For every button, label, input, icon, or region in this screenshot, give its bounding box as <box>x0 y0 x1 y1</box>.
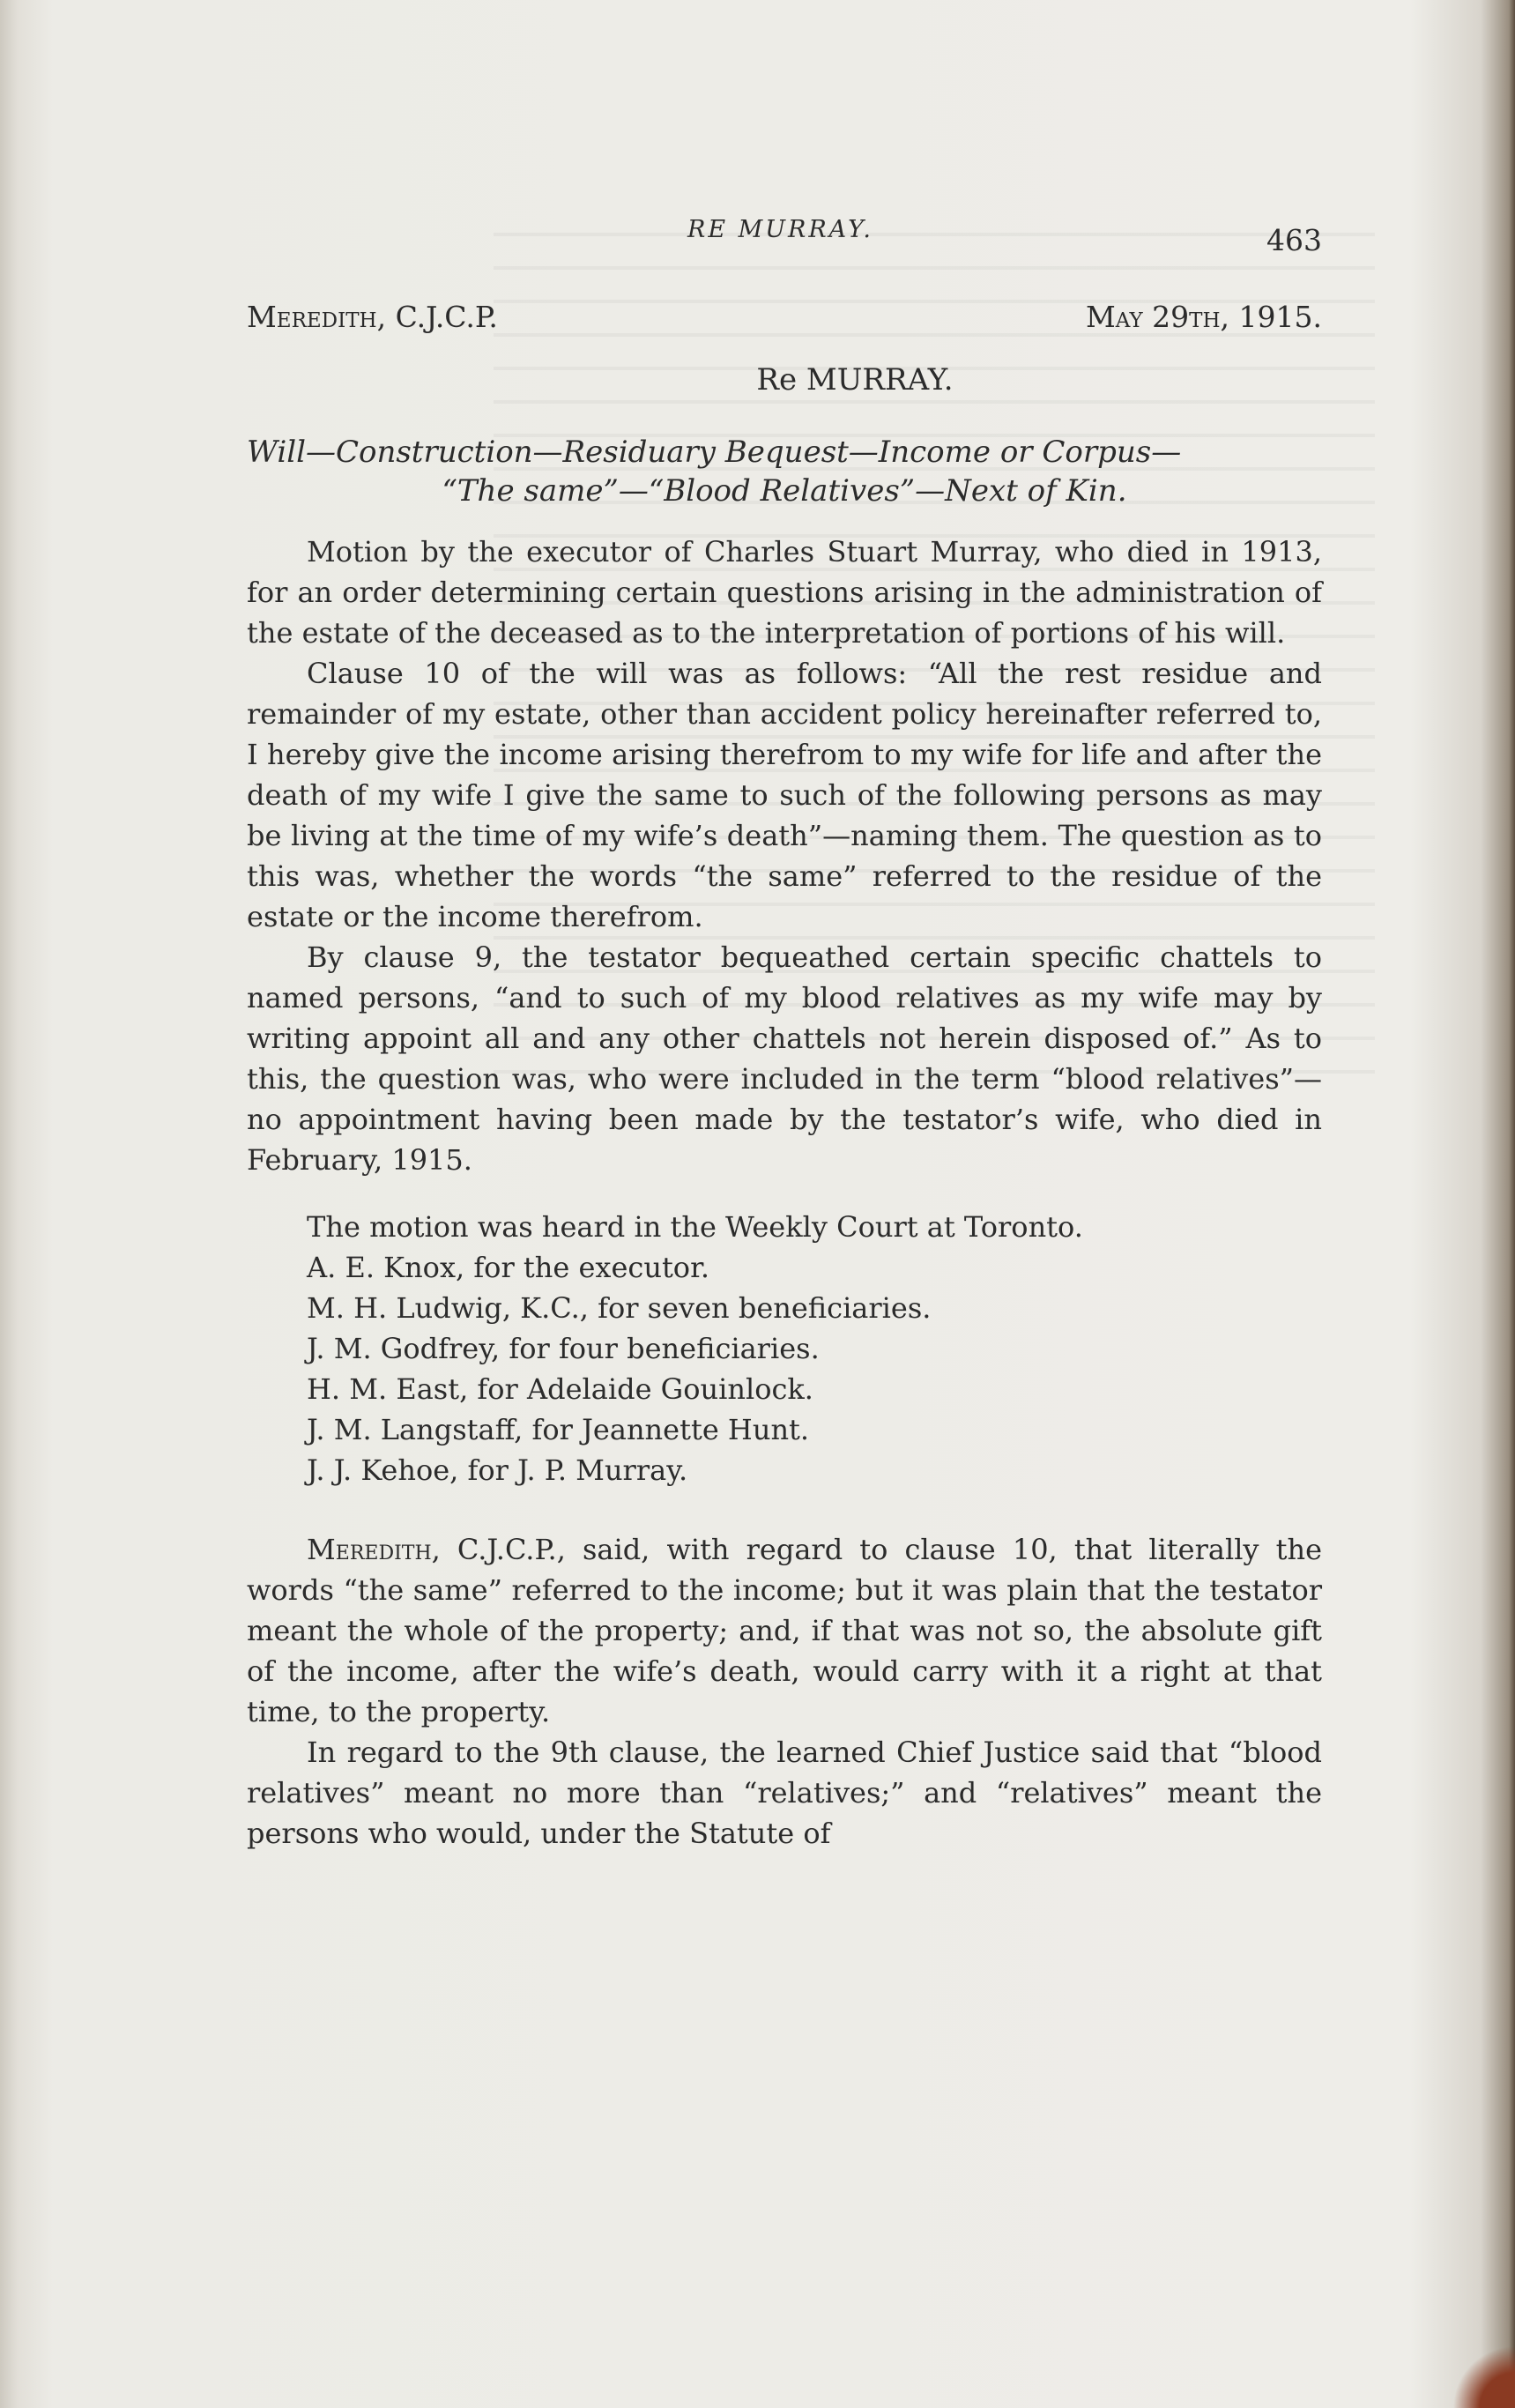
counsel-line: M. H. Ludwig, K.C., for seven beneficiaries. <box>307 1291 932 1325</box>
paragraph-clause-10: Clause 10 of the will was as follows: “All the rest residue and remainder of my estate, other than accident policy hereinafter referred to, I hereby give the income arising therefrom to my wife for life and after the death of my wife I give the same to such of the following persons as may be living at the time of my wife’s death”—naming them. The question as to this was, whether the words “the same” referred to the residue of the estate or the income therefrom. <box>247 657 1322 933</box>
running-title: RE MURRAY. <box>687 216 874 243</box>
page-content <box>247 216 1322 1854</box>
judgment-paragraph-2: In regard to the 9th clause, the learned Chief Justice said that “blood relatives” meant no more than “relatives;” and “relatives” meant the persons who would, under the Statute of <box>247 1735 1322 1850</box>
counsel-line: J. J. Kehoe, for J. P. Murray. <box>307 1453 688 1487</box>
counsel-line: H. M. East, for Adelaide Gouinlock. <box>307 1372 813 1406</box>
paragraph-clause-9: By clause 9, the testator bequeathed certain specific chattels to named persons, “and to such of my blood relatives as my wife may by writing appoint all and any other chattels not herein disposed of.” As to this, the question was, who were included in the term “blood relatives”—no appointment having been made by the testator’s wife, who died in February, 1915. <box>247 940 1322 1177</box>
paragraph-motion: Motion by the executor of Charles Stuart Murray, who died in 1913, for an order determining certain questions arising in the administration of the estate of the deceased as to the interpretation of portions of his will. <box>247 535 1322 650</box>
judgment-date: May 29th, 1915. <box>1086 300 1322 334</box>
counsel-line: A. E. Knox, for the executor. <box>307 1251 710 1284</box>
spacer <box>247 1490 1322 1529</box>
counsel-line: J. M. Langstaff, for Jeannette Hunt. <box>307 1413 810 1446</box>
running-head <box>247 216 1322 269</box>
page-corner-stain <box>1453 2346 1515 2408</box>
judge-name: Meredith, C.J.C.P. <box>247 300 498 334</box>
headnote-line-2: “The same”—“Blood Relatives”—Next of Kin. <box>442 473 1127 509</box>
counsel-line: J. M. Godfrey, for four beneficiaries. <box>307 1332 820 1365</box>
page-number: 463 <box>1266 223 1322 257</box>
judgment-paragraph-1 <box>247 1529 1322 1732</box>
judgment-paragraph-1-text: , said, with regard to clause 10, that literally the words “the same” referred to the income; but it was plain that the testator meant the whole of the property; and, if that was not so, the absolute gift of the income, after the wife’s death, would carry with it a right at that time, to the property. <box>247 1533 1323 1728</box>
case-meta <box>247 300 1322 334</box>
judgment-judge-name: Meredith, C.J.C.P. <box>307 1533 557 1566</box>
case-title: Re MURRAY. <box>756 362 954 398</box>
hearing-venue: The motion was heard in the Weekly Court at Toronto. <box>307 1210 1083 1244</box>
headnote-line-1: Will—Construction—Residuary Bequest—Income or Corpus— <box>247 435 1182 470</box>
spacer <box>247 1180 1322 1207</box>
headnote <box>247 433 1322 510</box>
